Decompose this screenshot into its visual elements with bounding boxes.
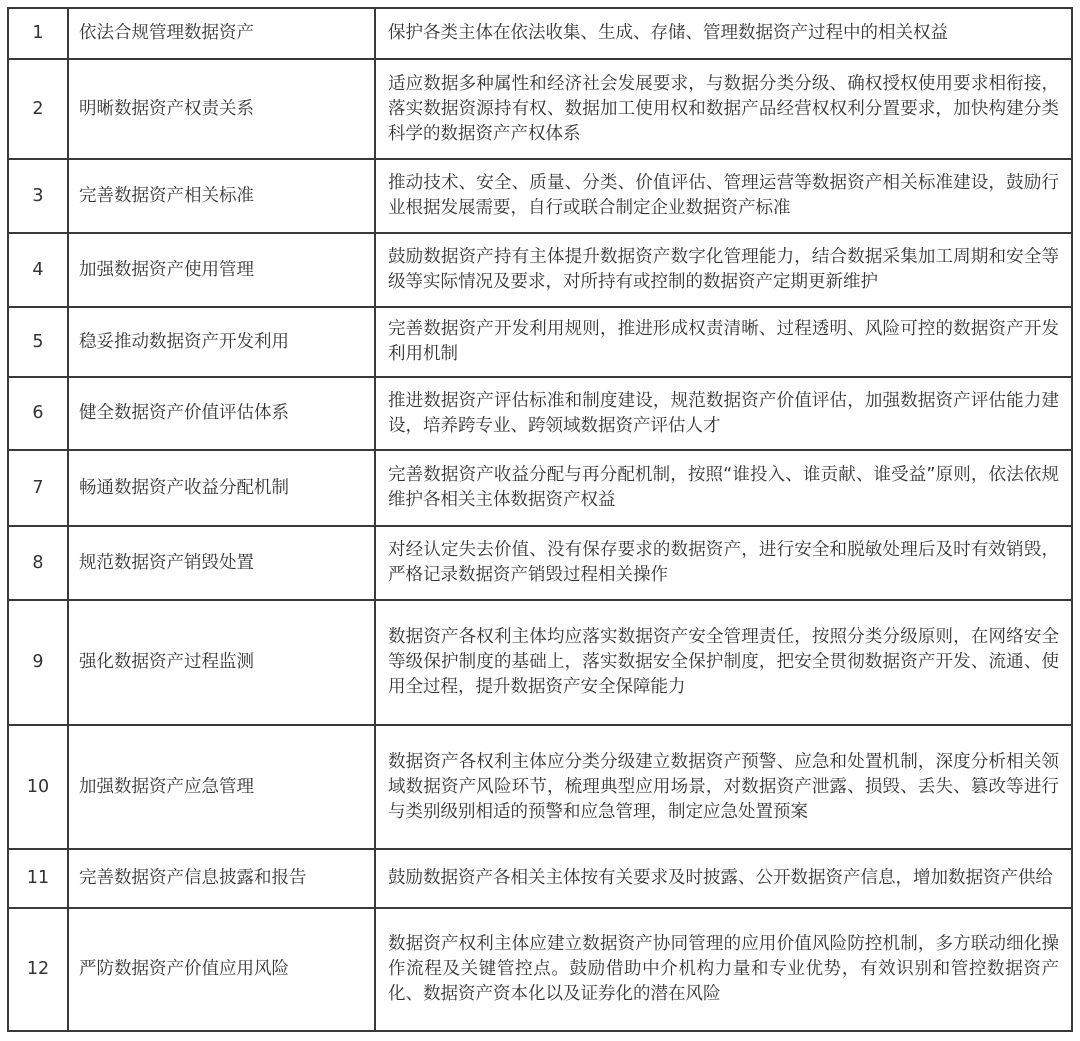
measure-title: 稳妥推动数据资产开发利用	[68, 307, 375, 377]
measure-title: 完善数据资产相关标准	[68, 159, 375, 233]
measure-title: 畅通数据资产收益分配机制	[68, 450, 375, 526]
measure-title: 健全数据资产价值评估体系	[68, 377, 375, 450]
measure-description: 数据资产各权利主体应分类分级建立数据资产预警、应急和处置机制，深度分析相关领域数据资产风险环节，梳理典型应用场景，对数据资产泄露、损毁、丢失、篡改等进行与类别级别相适的预警和应急管理，制定应急处置预案	[375, 725, 1072, 849]
row-number: 7	[8, 450, 68, 526]
measure-description: 保护各类主体在依法收集、生成、存储、管理数据资产过程中的相关权益	[375, 8, 1072, 59]
row-number: 9	[8, 600, 68, 725]
table-row	[8, 725, 1072, 849]
policy-table-body	[8, 8, 1072, 1031]
measure-description: 推动技术、安全、质量、分类、价值评估、管理运营等数据资产相关标准建设，鼓励行业根据发展需要，自行或联合制定企业数据资产标准	[375, 159, 1072, 233]
table-row	[8, 849, 1072, 908]
table-row	[8, 600, 1072, 725]
row-number: 6	[8, 377, 68, 450]
policy-table	[7, 7, 1073, 1032]
row-number: 5	[8, 307, 68, 377]
policy-table-container	[7, 7, 1073, 1032]
measure-title: 依法合规管理数据资产	[68, 8, 375, 59]
row-number: 10	[8, 725, 68, 849]
measure-title: 严防数据资产价值应用风险	[68, 908, 375, 1031]
measure-title: 明晰数据资产权责关系	[68, 59, 375, 159]
row-number: 8	[8, 526, 68, 600]
table-row	[8, 233, 1072, 307]
row-number: 4	[8, 233, 68, 307]
measure-description: 鼓励数据资产持有主体提升数据资产数字化管理能力，结合数据采集加工周期和安全等级等实际情况及要求，对所持有或控制的数据资产定期更新维护	[375, 233, 1072, 307]
measure-title: 加强数据资产使用管理	[68, 233, 375, 307]
measure-description: 数据资产权利主体应建立数据资产协同管理的应用价值风险防控机制，多方联动细化操作流程及关键管控点。鼓励借助中介机构力量和专业优势，有效识别和管控数据资产化、数据资产资本化以及证券化的潜在风险	[375, 908, 1072, 1031]
table-row	[8, 908, 1072, 1031]
table-row	[8, 450, 1072, 526]
measure-description: 适应数据多种属性和经济社会发展要求，与数据分类分级、确权授权使用要求相衔接，落实数据资源持有权、数据加工使用权和数据产品经营权权利分置要求，加快构建分类科学的数据资产产权体系	[375, 59, 1072, 159]
measure-title: 强化数据资产过程监测	[68, 600, 375, 725]
table-row	[8, 307, 1072, 377]
table-row	[8, 159, 1072, 233]
measure-description: 鼓励数据资产各相关主体按有关要求及时披露、公开数据资产信息，增加数据资产供给	[375, 849, 1072, 908]
table-row	[8, 377, 1072, 450]
table-row	[8, 59, 1072, 159]
row-number: 1	[8, 8, 68, 59]
measure-description: 完善数据资产收益分配与再分配机制，按照“谁投入、谁贡献、谁受益”原则，依法依规维护各相关主体数据资产权益	[375, 450, 1072, 526]
measure-description: 完善数据资产开发利用规则，推进形成权责清晰、过程透明、风险可控的数据资产开发利用机制	[375, 307, 1072, 377]
table-row	[8, 526, 1072, 600]
row-number: 11	[8, 849, 68, 908]
measure-description: 对经认定失去价值、没有保存要求的数据资产，进行安全和脱敏处理后及时有效销毁，严格记录数据资产销毁过程相关操作	[375, 526, 1072, 600]
measure-description: 推进数据资产评估标准和制度建设，规范数据资产价值评估，加强数据资产评估能力建设，培养跨专业、跨领域数据资产评估人才	[375, 377, 1072, 450]
measure-title: 加强数据资产应急管理	[68, 725, 375, 849]
row-number: 3	[8, 159, 68, 233]
row-number: 2	[8, 59, 68, 159]
measure-title: 完善数据资产信息披露和报告	[68, 849, 375, 908]
row-number: 12	[8, 908, 68, 1031]
measure-description: 数据资产各权利主体均应落实数据资产安全管理责任，按照分类分级原则，在网络安全等级保护制度的基础上，落实数据安全保护制度，把安全贯彻数据资产开发、流通、使用全过程，提升数据资产安全保障能力	[375, 600, 1072, 725]
table-row	[8, 8, 1072, 59]
measure-title: 规范数据资产销毁处置	[68, 526, 375, 600]
